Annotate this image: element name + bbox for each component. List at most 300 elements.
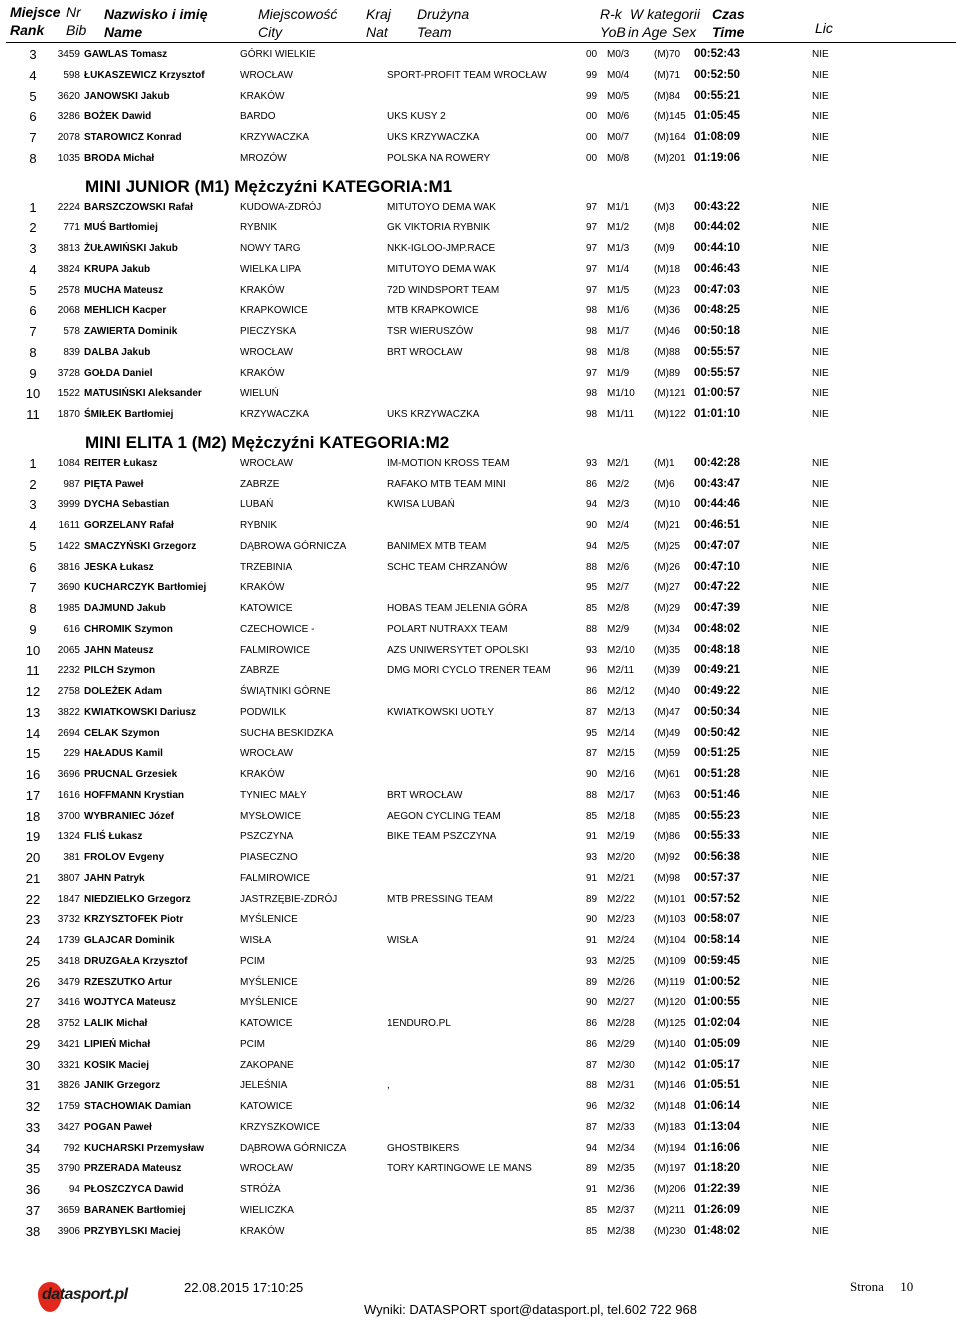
bib-cell: 3427 — [57, 1121, 80, 1133]
yob-cell: 98 — [586, 388, 598, 400]
team-cell: 1ENDURO.PL — [387, 1018, 451, 1029]
time-cell: 01:05:17 — [694, 1058, 741, 1071]
rank-cell: 25 — [25, 953, 41, 969]
city-cell: KRAKÓW — [240, 769, 285, 780]
license-cell: NIE — [812, 305, 829, 317]
name-cell: BARSZCZOWSKI Rafał — [84, 201, 193, 213]
yob-cell: 93 — [586, 644, 598, 656]
bib-cell: 771 — [63, 222, 80, 234]
overall-place-cell: (M)211 — [654, 1204, 685, 1216]
rank-cell: 7 — [29, 130, 37, 145]
time-cell: 00:50:42 — [694, 726, 741, 739]
bib-cell: 1847 — [57, 893, 80, 905]
bib-cell: 1522 — [57, 388, 80, 400]
bib-cell: 3321 — [57, 1059, 80, 1071]
name-cell: FROLOV Evgeny — [84, 852, 165, 863]
table-row — [0, 88, 960, 109]
team-cell: MTB PRESSING TEAM — [387, 893, 493, 905]
category-cell: M2/13 — [607, 706, 635, 718]
overall-place-cell: (M)36 — [654, 305, 681, 317]
yob-cell: 91 — [586, 1184, 598, 1195]
overall-place-cell: (M)18 — [654, 263, 681, 275]
name-cell: STACHOWIAK Damian — [84, 1101, 192, 1112]
bib-cell: 3696 — [57, 769, 80, 780]
city-cell: TRZEBINIA — [240, 561, 293, 573]
rank-cell: 1 — [29, 455, 37, 471]
license-cell: NIE — [812, 935, 829, 946]
category-cell: M2/37 — [607, 1204, 635, 1216]
yob-cell: 94 — [586, 1142, 598, 1154]
name-cell: PRZYBYLSKI Maciej — [84, 1225, 181, 1237]
category-cell: M2/38 — [607, 1225, 635, 1237]
page-footer — [0, 1270, 960, 1324]
license-cell: NIE — [812, 540, 829, 552]
rank-cell: 8 — [29, 344, 37, 360]
category-cell: M2/27 — [607, 997, 635, 1009]
city-cell: KRAKÓW — [240, 1225, 285, 1237]
overall-place-cell: (M)9 — [654, 243, 675, 254]
yob-cell: 90 — [586, 914, 598, 926]
license-cell: NIE — [812, 367, 829, 379]
license-cell: NIE — [812, 769, 829, 780]
table-row — [0, 1202, 960, 1223]
overall-place-cell: (M)119 — [654, 976, 685, 988]
rank-cell: 22 — [25, 891, 41, 907]
overall-place-cell: (M)85 — [654, 810, 681, 822]
city-cell: MYSŁOWICE — [240, 810, 302, 822]
name-cell: LIPIEŃ Michał — [84, 1038, 151, 1050]
category-cell: M2/5 — [607, 540, 630, 552]
rank-cell: 34 — [25, 1140, 41, 1156]
license-cell: NIE — [812, 1163, 829, 1175]
table-row — [0, 108, 960, 129]
bib-cell: 3728 — [57, 367, 80, 379]
yob-cell: 91 — [586, 872, 598, 884]
bib-cell: 3286 — [57, 111, 80, 123]
time-cell: 01:02:04 — [694, 1017, 741, 1029]
yob-cell: 97 — [586, 201, 598, 213]
time-cell: 00:44:10 — [694, 242, 741, 254]
team-cell: , — [387, 1080, 390, 1092]
city-cell: ZABRZE — [240, 665, 280, 677]
team-cell: SPORT-PROFIT TEAM WROCŁAW — [387, 69, 547, 81]
header-lic-en: Lic — [815, 20, 833, 36]
team-cell: KWIATKOWSKI UOTŁY — [387, 706, 495, 718]
name-cell: GLAJCAR Dominik — [84, 935, 175, 946]
name-cell: HOFFMANN Krystian — [84, 789, 185, 801]
team-cell: MITUTOYO DEMA WAK — [387, 201, 496, 213]
page-number — [850, 1279, 913, 1295]
time-cell: 00:55:23 — [694, 809, 741, 822]
rank-cell: 12 — [25, 684, 41, 699]
city-cell: PIASECZNO — [240, 852, 298, 863]
overall-place-cell: (M)35 — [654, 644, 681, 656]
bib-cell: 2065 — [57, 644, 80, 656]
license-cell: NIE — [812, 1080, 829, 1092]
name-cell: DRUZGAŁA Krzysztof — [84, 955, 188, 967]
yob-cell: 98 — [586, 346, 598, 358]
table-row — [0, 150, 960, 171]
license-cell: NIE — [812, 914, 829, 926]
rank-cell: 21 — [25, 870, 41, 886]
overall-place-cell: (M)21 — [654, 520, 681, 531]
bib-cell: 3421 — [57, 1038, 80, 1050]
overall-place-cell: (M)59 — [654, 748, 681, 760]
yob-cell: 00 — [586, 111, 598, 123]
rank-cell: 14 — [25, 725, 41, 741]
rank-cell: 3 — [29, 241, 37, 256]
overall-place-cell: (M)63 — [654, 789, 681, 801]
rank-cell: 13 — [25, 704, 41, 720]
name-cell: STAROWICZ Konrad — [84, 132, 182, 143]
rank-cell: 8 — [29, 150, 37, 166]
yob-cell: 00 — [586, 49, 598, 60]
time-cell: 01:00:55 — [694, 996, 741, 1009]
table-row — [0, 870, 960, 891]
bib-cell: 3816 — [57, 561, 80, 573]
header-team-en: Team — [417, 24, 452, 40]
name-cell: MUCHA Mateusz — [84, 284, 164, 296]
city-cell: WROCŁAW — [240, 346, 293, 358]
name-cell: KUCHARCZYK Bartłomiej — [84, 582, 207, 594]
license-cell: NIE — [812, 665, 829, 677]
bib-cell: 3807 — [57, 872, 80, 884]
city-cell: FALMIROWICE — [240, 644, 311, 656]
table-row — [0, 1057, 960, 1078]
city-cell: GÓRKI WIELKIE — [240, 49, 316, 60]
rank-cell: 3 — [29, 47, 37, 62]
bib-cell: 3479 — [57, 976, 80, 988]
table-row — [0, 1140, 960, 1161]
city-cell: JASTRZĘBIE-ZDRÓJ — [240, 893, 338, 905]
yob-cell: 85 — [586, 1225, 598, 1237]
city-cell: PSZCZYNA — [240, 831, 294, 843]
license-cell: NIE — [812, 201, 829, 213]
yob-cell: 91 — [586, 935, 598, 946]
city-cell: NOWY TARG — [240, 243, 301, 254]
yob-cell: 93 — [586, 955, 598, 967]
table-row — [0, 406, 960, 427]
header-divider — [6, 42, 956, 43]
name-cell: HAŁADUS Kamil — [84, 748, 163, 760]
overall-place-cell: (M)47 — [654, 706, 681, 718]
table-row — [0, 1015, 960, 1036]
city-cell: MYŚLENICE — [240, 976, 298, 988]
license-cell: NIE — [812, 1225, 829, 1237]
time-cell: 00:44:02 — [694, 221, 741, 234]
header-yob-pl: R-k — [600, 6, 622, 22]
bib-cell: 1084 — [57, 457, 80, 469]
team-cell: UKS KRZYWACZKA — [387, 409, 480, 420]
city-cell: WISŁA — [240, 935, 272, 946]
license-cell: NIE — [812, 326, 829, 337]
bib-cell: 987 — [63, 478, 80, 490]
time-cell: 00:43:22 — [694, 200, 741, 213]
category-cell: M1/6 — [607, 305, 630, 317]
bib-cell: 1035 — [57, 152, 80, 164]
rank-cell: 2 — [29, 220, 37, 236]
team-cell: RAFAKO MTB TEAM MINI — [387, 478, 506, 490]
header-nat-en: Nat — [366, 24, 388, 40]
table-row — [0, 323, 960, 344]
time-cell: 01:01:10 — [694, 408, 741, 420]
yob-cell: 95 — [586, 582, 598, 594]
yob-cell: 90 — [586, 520, 598, 531]
overall-place-cell: (M)148 — [654, 1101, 686, 1112]
name-cell: PRZERADA Mateusz — [84, 1163, 182, 1175]
time-cell: 00:49:22 — [694, 685, 741, 697]
rank-cell: 7 — [29, 324, 37, 339]
yob-cell: 87 — [586, 1121, 598, 1133]
license-cell: NIE — [812, 1038, 829, 1050]
city-cell: WROCŁAW — [240, 1163, 293, 1175]
table-row — [0, 67, 960, 88]
bib-cell: 598 — [63, 69, 80, 81]
table-row — [0, 240, 960, 261]
name-cell: LALIK Michał — [84, 1018, 148, 1029]
table-row — [0, 766, 960, 787]
time-cell: 00:47:22 — [694, 581, 741, 594]
name-cell: BOŻEK Dawid — [84, 111, 152, 123]
time-cell: 00:58:07 — [694, 913, 741, 926]
city-cell: JELEŚNIA — [240, 1080, 288, 1092]
bib-cell: 3813 — [57, 243, 80, 254]
yob-cell: 93 — [586, 457, 598, 469]
overall-place-cell: (M)23 — [654, 284, 681, 296]
yob-cell: 97 — [586, 222, 598, 234]
team-cell: BRT WROCŁAW — [387, 789, 463, 801]
rank-cell: 6 — [29, 109, 37, 125]
city-cell: ZABRZE — [240, 478, 280, 490]
table-row — [0, 1036, 960, 1057]
table-row — [0, 365, 960, 386]
yob-cell: 99 — [586, 90, 598, 102]
bib-cell: 792 — [63, 1142, 80, 1154]
bib-cell: 1422 — [57, 540, 80, 552]
overall-place-cell: (M)183 — [654, 1121, 686, 1133]
category-cell: M2/15 — [607, 748, 635, 760]
rank-cell: 6 — [29, 303, 37, 319]
time-cell: 00:50:34 — [694, 705, 741, 718]
header-time-en: Time — [712, 24, 745, 40]
team-cell: BANIMEX MTB TEAM — [387, 540, 487, 552]
time-cell: 00:47:07 — [694, 539, 741, 552]
category-cell: M1/5 — [607, 284, 630, 296]
category-cell: M1/3 — [607, 243, 630, 254]
city-cell: DĄBROWA GÓRNICZA — [240, 540, 347, 552]
yob-cell: 91 — [586, 831, 598, 843]
name-cell: BRODA Michał — [84, 152, 155, 164]
table-row — [0, 199, 960, 220]
name-cell: PŁOSZCZYCA Dawid — [84, 1184, 184, 1195]
bib-cell: 3690 — [57, 582, 80, 594]
table-row — [0, 932, 960, 953]
yob-cell: 86 — [586, 478, 598, 490]
license-cell: NIE — [812, 582, 829, 594]
name-cell: NIEDZIELKO Grzegorz — [84, 893, 191, 905]
bib-cell: 1985 — [57, 603, 80, 614]
table-row — [0, 538, 960, 559]
category-cell: M2/35 — [607, 1163, 635, 1175]
team-cell: TSR WIERUSZÓW — [387, 326, 474, 337]
bib-cell: 2758 — [57, 686, 80, 697]
license-cell: NIE — [812, 263, 829, 275]
name-cell: CHROMIK Szymon — [84, 623, 173, 635]
overall-place-cell: (M)71 — [654, 69, 681, 81]
name-cell: JANIK Grzegorz — [84, 1080, 161, 1092]
name-cell: KRZYSZTOFEK Piotr — [84, 914, 184, 926]
city-cell: RYBNIK — [240, 520, 278, 531]
table-row — [0, 621, 960, 642]
overall-place-cell: (M)6 — [654, 478, 675, 490]
time-cell: 00:48:25 — [694, 304, 741, 317]
category-cell: M2/1 — [607, 457, 630, 469]
table-row — [0, 911, 960, 932]
name-cell: GAWLAS Tomasz — [84, 49, 168, 60]
license-cell: NIE — [812, 388, 829, 400]
table-row — [0, 219, 960, 240]
table-row — [0, 787, 960, 808]
header-cat-en: in Age — [628, 24, 668, 40]
time-cell: 00:51:28 — [694, 768, 741, 780]
category-cell: M2/36 — [607, 1184, 635, 1195]
city-cell: KRAKÓW — [240, 284, 285, 296]
city-cell: CZECHOWICE - — [240, 623, 315, 635]
overall-place-cell: (M)201 — [654, 152, 686, 164]
rank-cell: 18 — [25, 808, 41, 824]
license-cell: NIE — [812, 623, 829, 635]
rank-cell: 35 — [25, 1161, 41, 1177]
yob-cell: 96 — [586, 665, 598, 677]
header-team-pl: Drużyna — [417, 6, 470, 22]
city-cell: PCIM — [240, 1038, 265, 1050]
overall-place-cell: (M)92 — [654, 852, 681, 863]
city-cell: KATOWICE — [240, 1101, 293, 1112]
overall-place-cell: (M)121 — [654, 388, 686, 400]
rank-cell: 31 — [25, 1078, 41, 1094]
bib-cell: 3752 — [57, 1018, 80, 1029]
rank-cell: 9 — [29, 365, 37, 381]
yob-cell: 86 — [586, 1038, 598, 1050]
yob-cell: 97 — [586, 284, 598, 296]
table-row — [0, 385, 960, 406]
rank-cell: 16 — [25, 767, 41, 782]
time-cell: 00:55:21 — [694, 89, 741, 102]
overall-place-cell: (M)145 — [654, 111, 686, 123]
name-cell: ŻUŁAWIŃSKI Jakub — [84, 243, 178, 254]
overall-place-cell: (M)122 — [654, 409, 686, 420]
yob-cell: 87 — [586, 1059, 598, 1071]
results-credit: Wyniki: DATASPORT sport@datasport.pl, tel.602 722 968 — [364, 1302, 697, 1317]
city-cell: WIELICZKA — [240, 1204, 294, 1216]
time-cell: 00:52:50 — [694, 68, 741, 81]
header-bib-en: Bib — [66, 22, 87, 38]
overall-place-cell: (M)39 — [654, 665, 681, 677]
rank-cell: 38 — [25, 1223, 41, 1239]
table-row — [0, 476, 960, 497]
time-cell: 00:57:37 — [694, 871, 741, 884]
header-nat-pl: Kraj — [366, 6, 391, 22]
bib-cell: 839 — [63, 346, 80, 358]
rank-cell: 5 — [29, 538, 37, 554]
yob-cell: 98 — [586, 326, 598, 337]
category-cell: M0/7 — [607, 132, 630, 143]
bib-cell: 1616 — [57, 789, 80, 801]
table-row — [0, 891, 960, 912]
yob-cell: 97 — [586, 367, 598, 379]
bib-cell: 578 — [63, 326, 80, 337]
overall-place-cell: (M)101 — [654, 893, 686, 905]
category-cell: M2/19 — [607, 831, 635, 843]
license-cell: NIE — [812, 603, 829, 614]
team-cell: NKK-IGLOO-JMP.RACE — [387, 243, 496, 254]
rank-cell: 10 — [25, 642, 41, 658]
time-cell: 01:05:51 — [694, 1079, 741, 1092]
category-cell: M2/24 — [607, 935, 635, 946]
yob-cell: 90 — [586, 769, 598, 780]
city-cell: TYNIEC MAŁY — [240, 789, 307, 801]
bib-cell: 3790 — [57, 1163, 80, 1175]
name-cell: JESKA Łukasz — [84, 561, 154, 573]
name-cell: WOJTYCA Mateusz — [84, 997, 176, 1009]
yob-cell: 85 — [586, 603, 598, 614]
team-cell: AEGON CYCLING TEAM — [387, 810, 501, 822]
table-row — [0, 496, 960, 517]
table-row — [0, 455, 960, 476]
license-cell: NIE — [812, 152, 829, 164]
name-cell: PRUCNAL Grzesiek — [84, 769, 178, 780]
table-row — [0, 725, 960, 746]
time-cell: 00:48:02 — [694, 622, 741, 635]
category-title: MINI JUNIOR (M1) Mężczyźni KATEGORIA:M1 — [85, 176, 453, 196]
category-cell: M2/23 — [607, 914, 635, 926]
category-cell: M2/26 — [607, 976, 635, 988]
category-cell: M2/28 — [607, 1018, 635, 1029]
yob-cell: 89 — [586, 976, 598, 988]
license-cell: NIE — [812, 1121, 829, 1133]
category-cell: M2/14 — [607, 727, 635, 739]
city-cell: PIECZYSKA — [240, 326, 297, 337]
rank-cell: 19 — [25, 829, 41, 845]
name-cell: KWIATKOWSKI Dariusz — [84, 706, 197, 718]
time-cell: 00:47:03 — [694, 283, 741, 296]
category-cell: M2/21 — [607, 872, 635, 884]
overall-place-cell: (M)120 — [654, 997, 686, 1009]
bib-cell: 3999 — [57, 499, 80, 511]
team-cell: IM-MOTION KROSS TEAM — [387, 457, 510, 469]
name-cell: DALBA Jakub — [84, 346, 151, 358]
city-cell: WROCŁAW — [240, 457, 293, 469]
name-cell: FLIŚ Łukasz — [84, 831, 143, 843]
team-cell: POLSKA NA ROWERY — [387, 152, 491, 164]
yob-cell: 86 — [586, 686, 598, 697]
page-label: Strona — [850, 1279, 884, 1294]
yob-cell: 94 — [586, 499, 598, 511]
category-cell: M2/10 — [607, 644, 635, 656]
time-cell: 00:55:33 — [694, 830, 741, 843]
header-city-en: City — [258, 24, 283, 40]
city-cell: KUDOWA-ZDRÓJ — [240, 201, 322, 213]
license-cell: NIE — [812, 243, 829, 254]
time-cell: 01:05:09 — [694, 1037, 741, 1050]
license-cell: NIE — [812, 727, 829, 739]
header-time-pl: Czas — [712, 6, 745, 22]
category-cell: M2/29 — [607, 1038, 635, 1050]
license-cell: NIE — [812, 222, 829, 234]
results-table — [0, 46, 960, 1243]
category-cell: M2/34 — [607, 1142, 635, 1154]
rank-cell: 26 — [25, 974, 41, 990]
